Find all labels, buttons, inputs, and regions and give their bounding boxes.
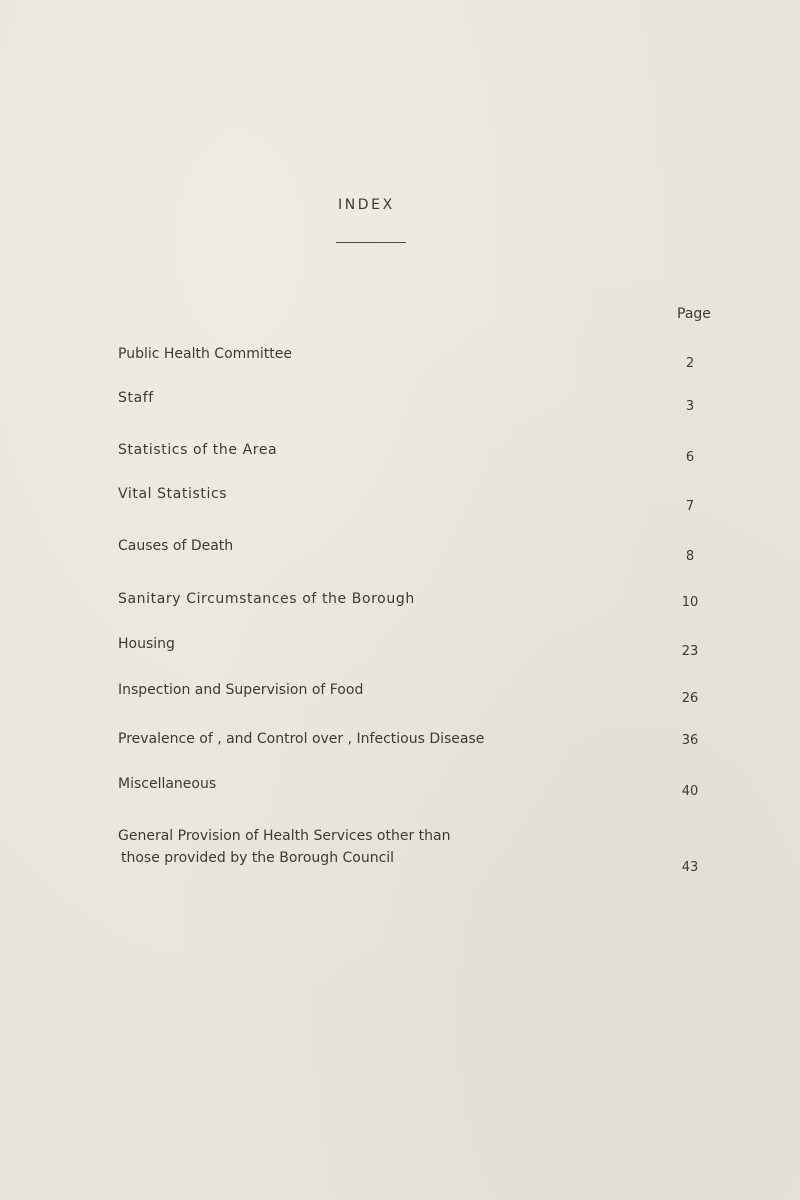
- index-entry-page: 2: [685, 356, 695, 371]
- index-entry: [0, 633, 800, 673]
- index-entry-page: 7: [685, 499, 695, 514]
- index-entry: [0, 679, 800, 719]
- index-entry-label: Public Health Committee: [118, 346, 293, 362]
- index-entry: [0, 728, 800, 768]
- index-entry-label: [118, 825, 518, 869]
- index-entry-page: 26: [681, 691, 699, 706]
- index-entry-page: 43: [681, 860, 699, 875]
- index-entry: [0, 439, 800, 479]
- index-entry: [0, 483, 800, 523]
- index-entry-label: Prevalence of , and Control over , Infectious Disease: [118, 731, 485, 747]
- index-entry-label: Inspection and Supervision of Food: [118, 682, 364, 698]
- index-entry: [0, 343, 800, 383]
- index-entry: [0, 773, 800, 813]
- index-entry: [0, 588, 800, 628]
- index-entry-page: 8: [685, 549, 695, 564]
- page-title: INDEX: [338, 197, 395, 213]
- index-entry-label: Staff: [118, 390, 154, 406]
- index-entry-page: 10: [681, 595, 699, 610]
- title-underline: [336, 242, 406, 243]
- index-entry-label: Miscellaneous: [118, 776, 217, 792]
- index-entry-label: Statistics of the Area: [118, 442, 278, 458]
- index-entry: [0, 535, 800, 575]
- index-entry-page: 36: [681, 733, 699, 748]
- page-column-heading: Page: [677, 306, 711, 322]
- index-entry-page: 40: [681, 784, 699, 799]
- index-entry-label: Vital Statistics: [118, 486, 228, 502]
- index-entry-label: Housing: [118, 636, 175, 652]
- index-entry-label-line: General Provision of Health Services other than: [118, 828, 451, 844]
- index-entry-label: Sanitary Circumstances of the Borough: [118, 591, 415, 607]
- index-entry-label-line: those provided by the Borough Council: [121, 850, 395, 866]
- index-entry: [0, 387, 800, 427]
- index-entry-page: 3: [685, 399, 695, 414]
- index-entry-page: 6: [685, 450, 695, 465]
- index-entry: [0, 825, 800, 895]
- index-entry-page: 23: [681, 644, 699, 659]
- index-entry-label: Causes of Death: [118, 538, 234, 554]
